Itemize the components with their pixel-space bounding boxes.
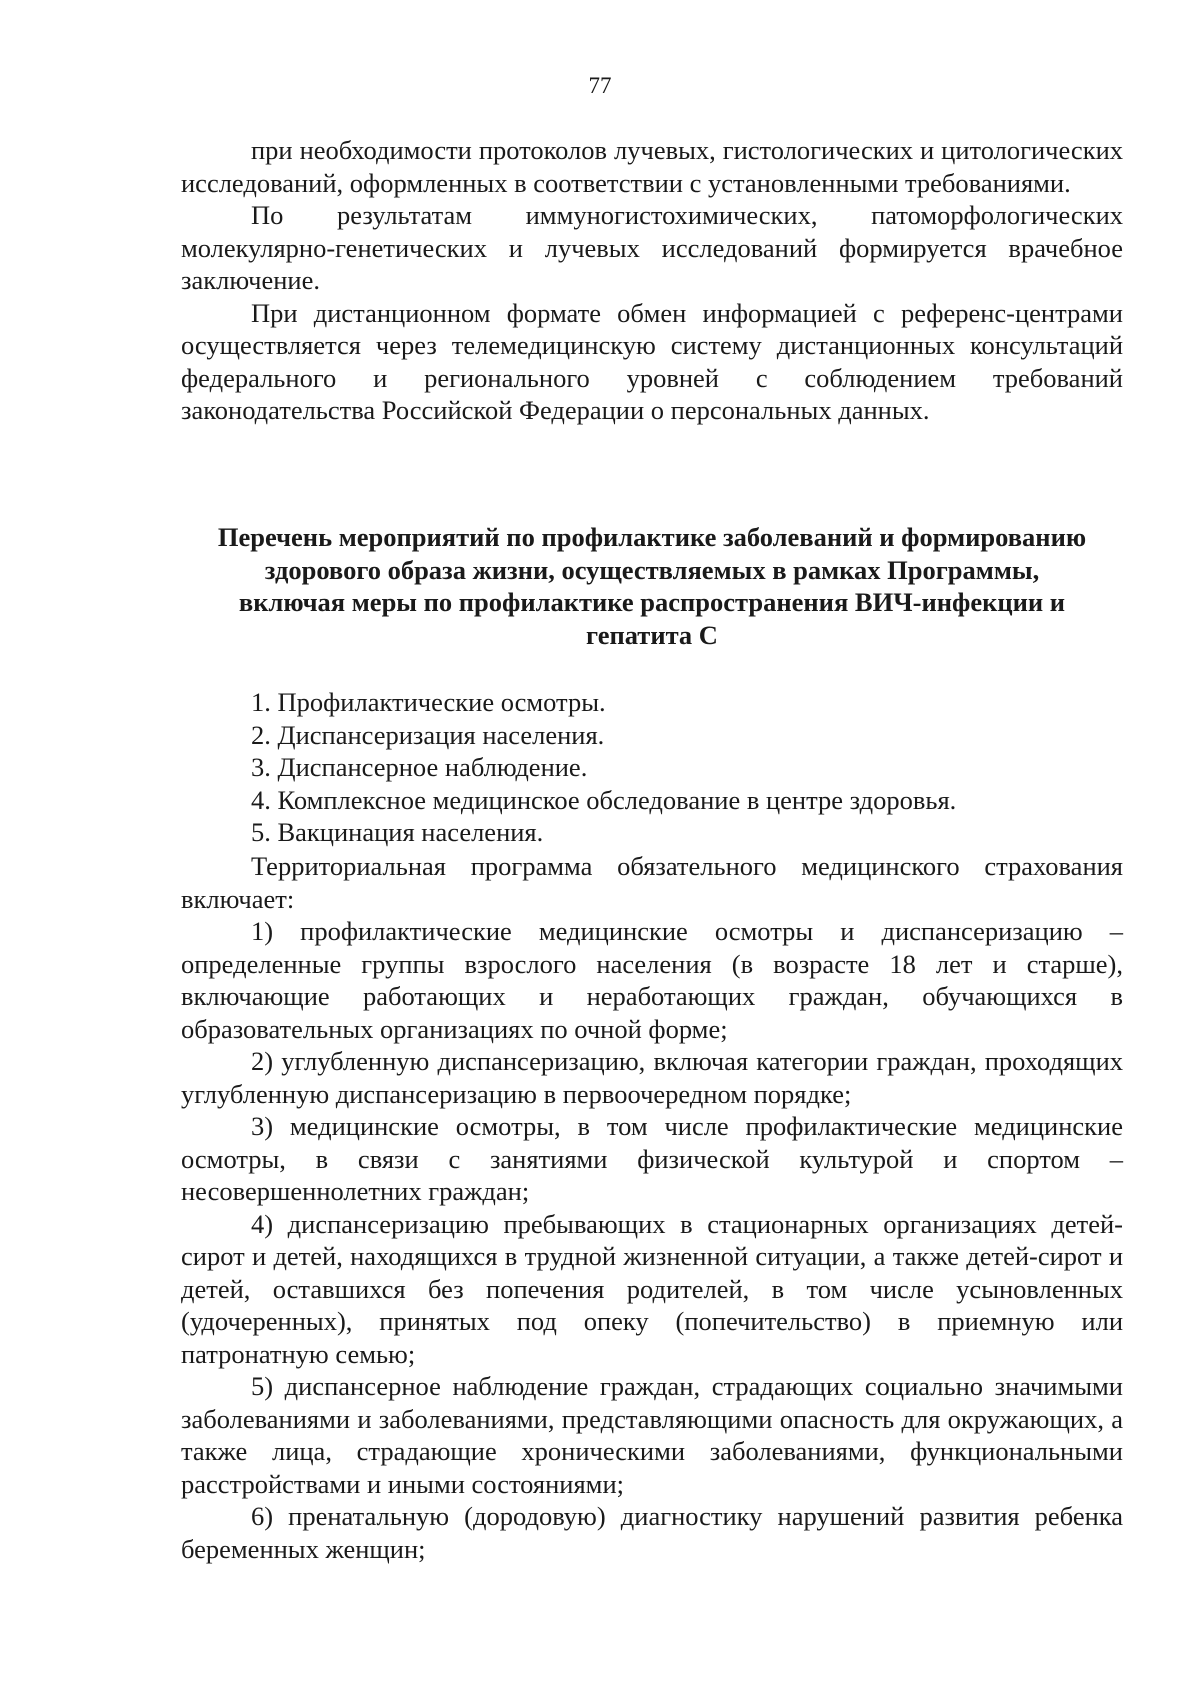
intro-text-block <box>181 134 1123 427</box>
measures-list-block <box>181 686 1123 849</box>
section-heading <box>181 521 1123 651</box>
paragraph-item-4: 4) диспансеризацию пребывающих в стационарных организациях детей-сирот и детей, находящихся в трудной жизненной ситуации, а также детей-сирот и детей, оставшихся без попечения родителей, в том числе усыновленных (удочеренных), принятых под опеку (попечительство) в приемную или патронатную семью; <box>181 1208 1123 1369</box>
paragraph-program-intro: Территориальная программа обязательного медицинского страхования включает: <box>181 851 1123 914</box>
paragraph-continuation: при необходимости протоколов лучевых, гистологических и цитологических исследований, оформленных в соответствии с установленными требованиями. <box>181 135 1123 198</box>
paragraph-item-6: 6) пренатальную (дородовую) диагностику нарушений развития ребенка беременных женщин; <box>181 1501 1123 1564</box>
paragraph-item-5: 5) диспансерное наблюдение граждан, страдающих социально значимыми заболеваниями и заболеваниями, представляющими опасность для окружающих, а также лица, страдающие хроническими заболеваниями, функциональными расстройствами и иными состояниями; <box>181 1371 1123 1499</box>
list-item: 2. Диспансеризация населения. <box>251 719 605 750</box>
heading-line: Перечень мероприятий по профилактике заболеваний и формированию <box>217 522 1087 552</box>
heading-line: включая меры по профилактике распространения ВИЧ-инфекции и <box>238 587 1066 617</box>
paragraph-item-2: 2) углубленную диспансеризацию, включая категории граждан, проходящих углубленную диспансеризацию в первоочередном порядке; <box>181 1046 1123 1109</box>
paragraph-remote-format: При дистанционном формате обмен информацией с референс-центрами осуществляется через телемедицинскую систему дистанционных консультаций федерального и регионального уровней с соблюдением требований законодательства Российской Федерации о персональных данных. <box>181 297 1123 425</box>
list-item: 5. Вакцинация населения. <box>251 817 544 847</box>
list-item: 3. Диспансерное наблюдение. <box>251 752 588 782</box>
heading-line: гепатита С <box>586 619 718 650</box>
page-number: 77 <box>588 73 612 98</box>
program-text-block <box>181 850 1123 1565</box>
measures-list <box>181 686 1123 849</box>
paragraph-item-1: 1) профилактические медицинские осмотры и диспансеризацию – определенные группы взрослого населения (в возрасте 18 лет и старше), включающие работающих и неработающих граждан, обучающихся в образовательных организациях по очной форме; <box>181 916 1123 1044</box>
paragraph-item-3: 3) медицинские осмотры, в том числе профилактические медицинские осмотры, в связи с занятиями физической культурой и спортом – несовершеннолетних граждан; <box>181 1111 1123 1206</box>
list-item: 4. Комплексное медицинское обследование в центре здоровья. <box>251 784 957 815</box>
heading-line: здорового образа жизни, осуществляемых в рамках Программы, <box>264 554 1040 585</box>
list-item: 1. Профилактические осмотры. <box>251 687 606 717</box>
paragraph-conclusion: По результатам иммуногистохимических, патоморфологических молекулярно-генетических и лучевых исследований формируется врачебное заключение. <box>181 200 1123 295</box>
